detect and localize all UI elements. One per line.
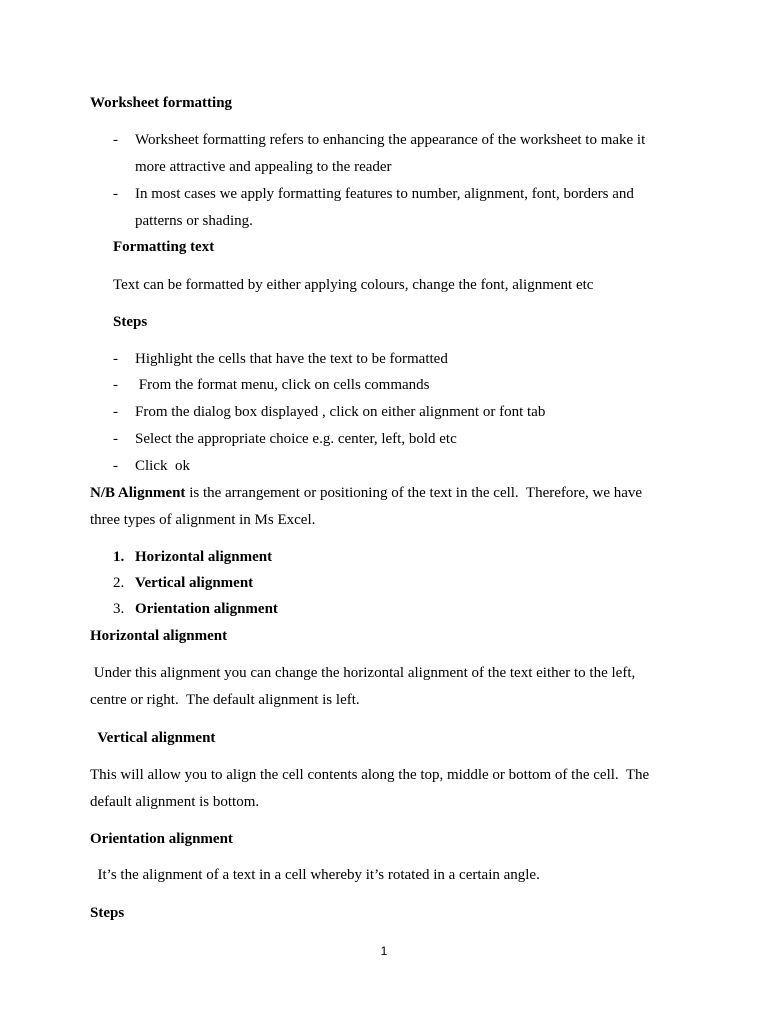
step-item: From the dialog box displayed , click on either alignment or font tab — [135, 404, 546, 420]
bullet-marker: - — [113, 186, 118, 202]
steps-heading: Steps — [90, 905, 125, 921]
bullet-text: In most cases we apply formatting features to number, alignment, font, borders and — [135, 186, 634, 202]
paragraph: Under this alignment you can change the horizontal alignment of the text either to the left, — [90, 665, 636, 681]
step-marker: - — [113, 351, 118, 367]
list-number: 2. — [113, 575, 125, 591]
nb-text: is the arrangement or positioning of the text in the cell. Therefore, we have — [185, 485, 643, 501]
step-marker: - — [113, 377, 118, 393]
step-item: Select the appropriate choice e.g. center, left, bold etc — [135, 431, 457, 447]
bullet-marker: - — [113, 132, 118, 148]
section-heading: Orientation alignment — [90, 831, 233, 847]
step-item: Highlight the cells that have the text to be formatted — [135, 351, 448, 367]
nb-text-line2: three types of alignment in Ms Excel. — [90, 512, 316, 528]
section-heading: Horizontal alignment — [90, 628, 228, 644]
paragraph: default alignment is bottom. — [90, 794, 260, 810]
bullet-text: patterns or shading. — [135, 213, 253, 229]
step-marker: - — [113, 458, 118, 474]
section-heading: Formatting text — [113, 239, 215, 255]
paragraph: centre or right. The default alignment is left. — [90, 692, 360, 708]
list-number: 1. — [113, 549, 125, 565]
step-marker: - — [113, 404, 118, 420]
paragraph: This will allow you to align the cell contents along the top, middle or bottom of the cell. The — [90, 767, 650, 783]
step-marker: - — [113, 431, 118, 447]
step-item: Click ok — [135, 458, 190, 474]
list-item: Horizontal alignment — [135, 549, 273, 565]
list-item: Vertical alignment — [135, 575, 254, 591]
bullet-text: Worksheet formatting refers to enhancing the appearance of the worksheet to make it — [135, 132, 646, 148]
list-item: Orientation alignment — [135, 601, 278, 617]
page-title: Worksheet formatting — [90, 95, 233, 111]
page-number: 1 — [380, 944, 388, 958]
list-number: 3. — [113, 601, 125, 617]
steps-heading: Steps — [113, 314, 148, 330]
step-item: From the format menu, click on cells commands — [135, 377, 430, 393]
section-heading: Vertical alignment — [90, 730, 216, 746]
paragraph: Text can be formatted by either applying colours, change the font, alignment etc — [113, 277, 594, 293]
nb-label: N/B Alignment — [90, 485, 186, 501]
nb-paragraph — [90, 484, 642, 502]
paragraph: It’s the alignment of a text in a cell whereby it’s rotated in a certain angle. — [90, 867, 540, 883]
bullet-text: more attractive and appealing to the reader — [135, 159, 392, 175]
